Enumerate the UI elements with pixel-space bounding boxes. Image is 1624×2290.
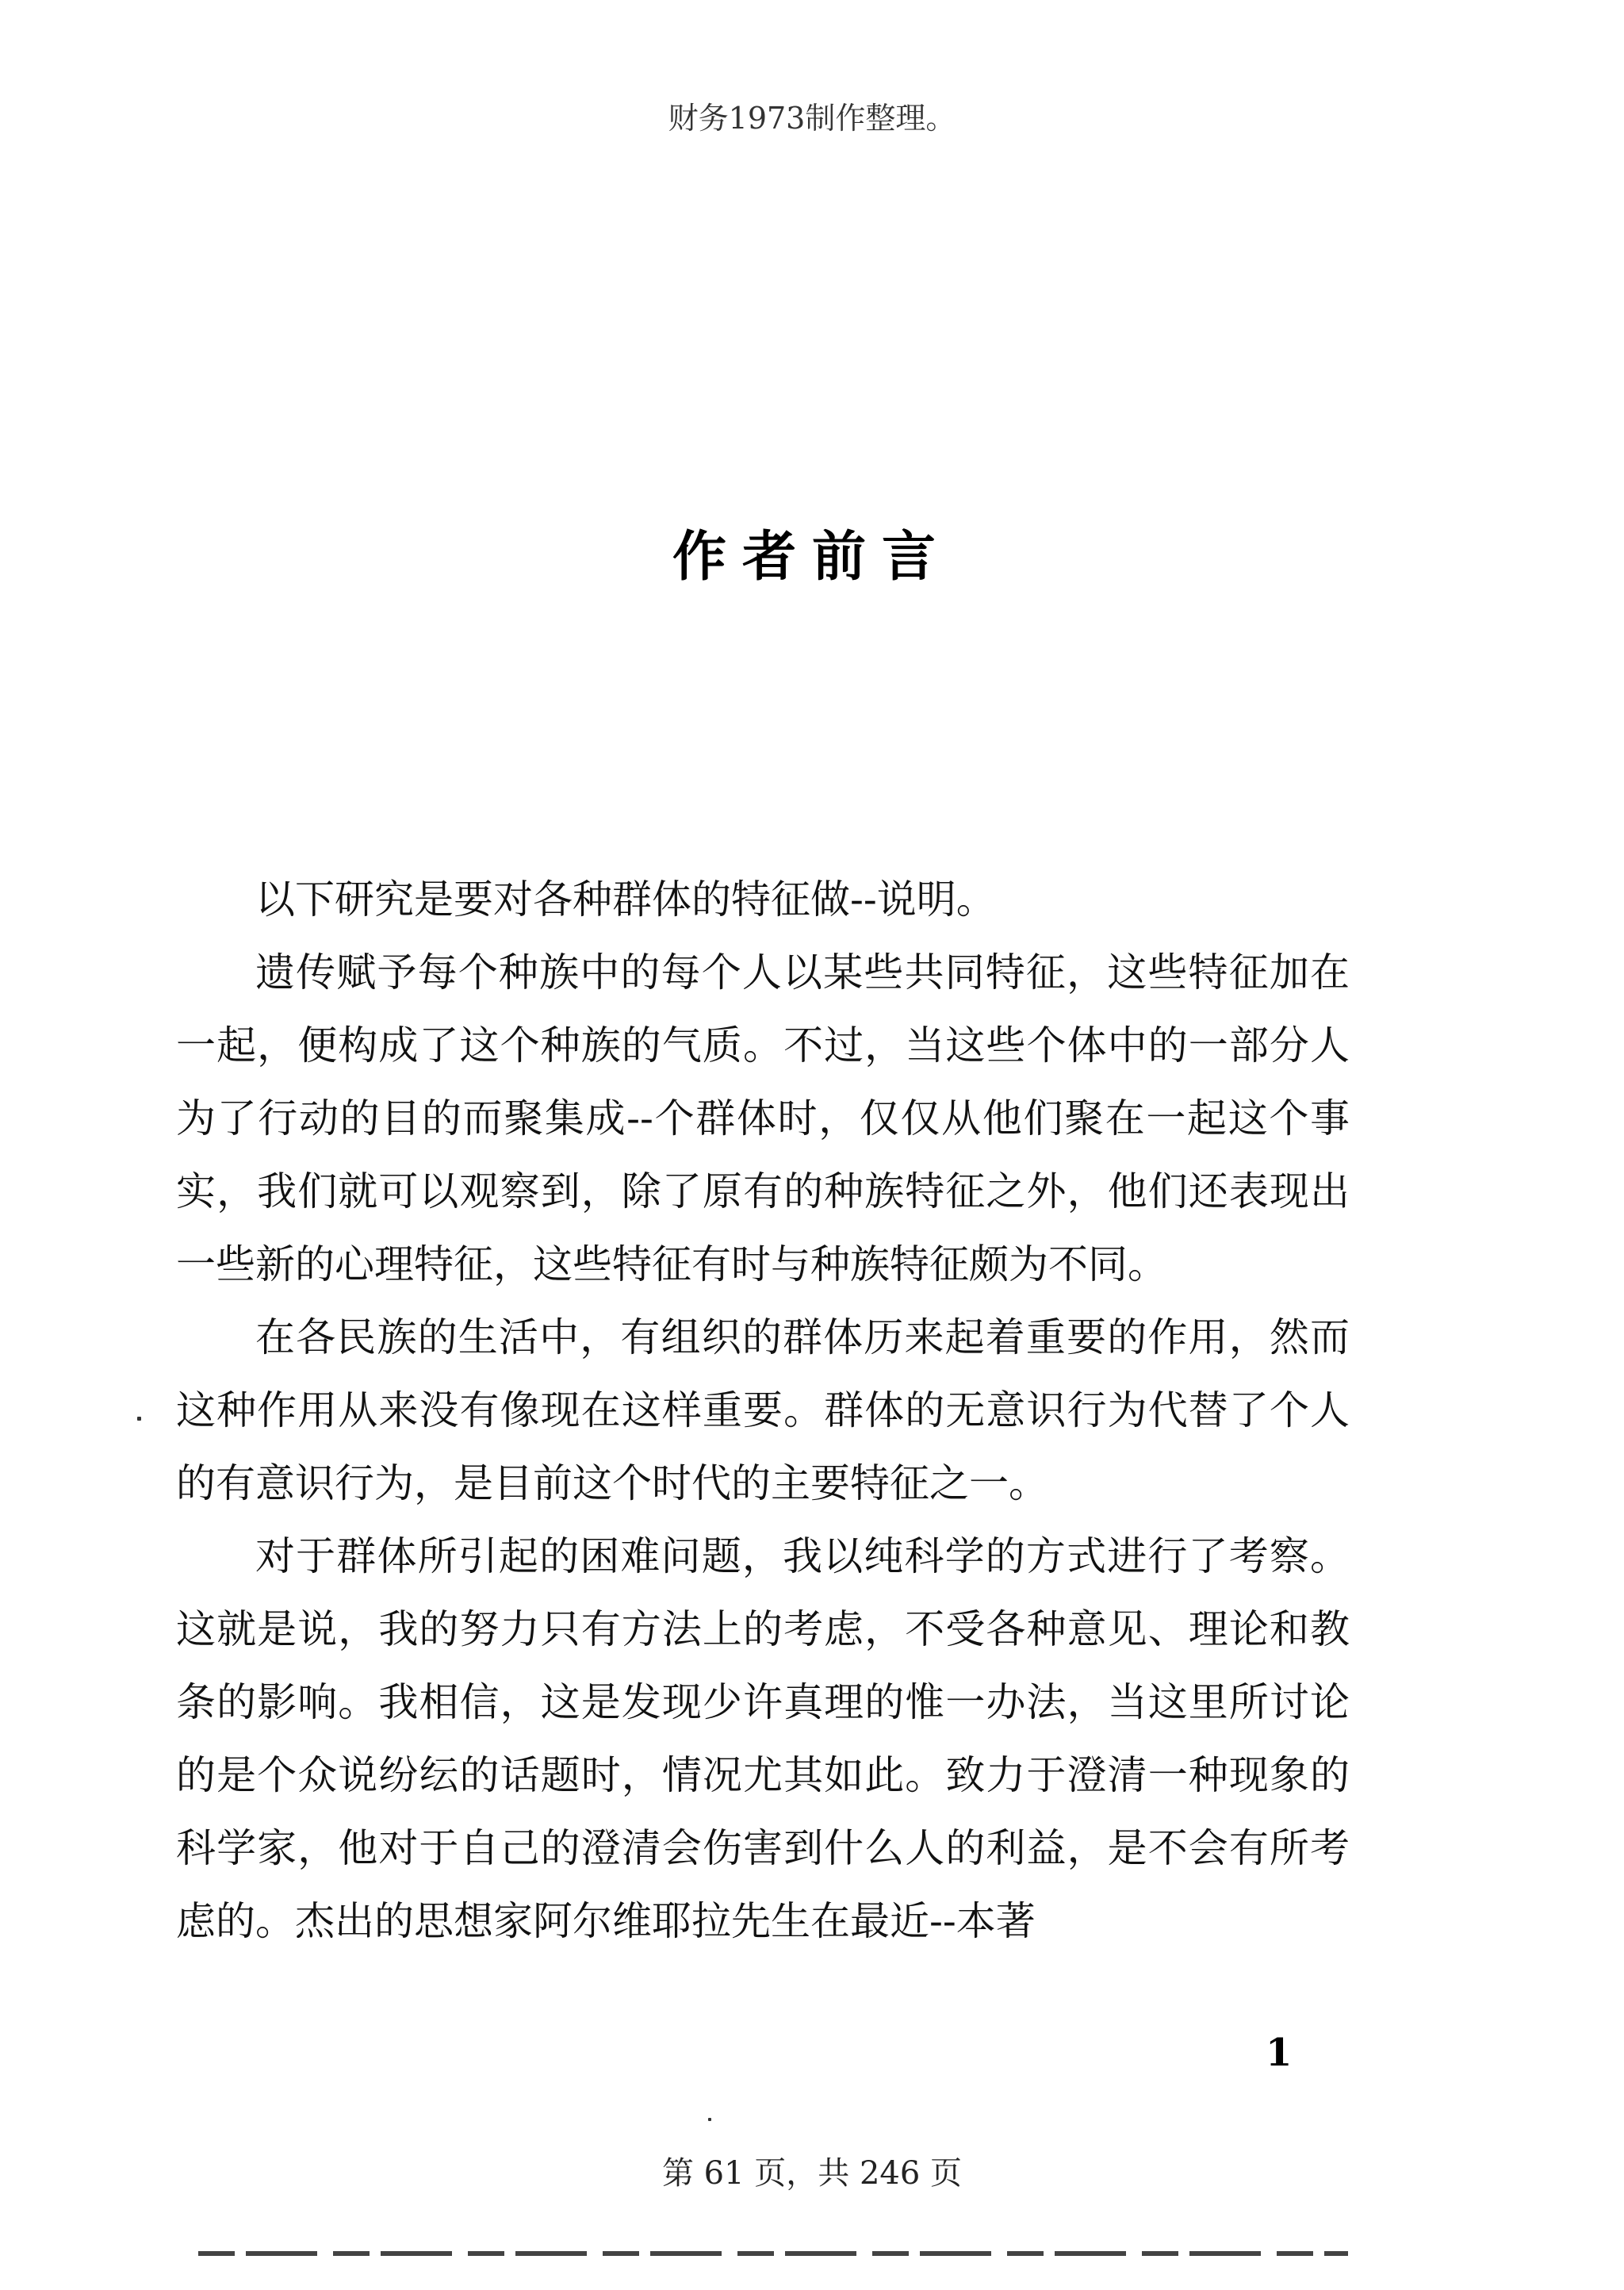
scan-artifact-line [198,2251,1348,2256]
paragraph-3: 在各民族的生活中，有组织的群体历来起着重要的作用，然而这种作用从来没有像现在这样重要。群体的无意识行为代替了个人的有意识行为，是目前这个时代的主要特征之一。 [176,1314,1350,1506]
scan-speck [708,2118,711,2121]
paragraph-4: 对于群体所引起的困难问题，我以纯科学的方式进行了考察。这就是说，我的努力只有方法上的考虑，不受各种意见、理论和教条的影响。我相信，这是发现少许真理的惟一办法，当这里所讨论的是个众说纷纭的话题时，情况尤其如此。致力于澄清一种现象的科学家，他对于自己的澄清会伤害到什么人的利益，是不会有所考虑的。杰出的思想家阿尔维耶拉先生在最近--本著 [176,1533,1350,1944]
watermark-header-note: 财务1973制作整理。 [668,101,956,136]
pdf-page-counter: 第 61 页，共 246 页 [661,2155,963,2192]
paragraph-1: 以下研究是要对各种群体的特征做--说明。 [255,876,996,923]
scan-speck [137,1417,141,1421]
paragraph-2: 遗传赋予每个种族中的每个人以某些共同特征，这些特征加在一起，便构成了这个种族的气质。不过，当这些个体中的一部分人为了行动的目的而聚集成--个群体时，仅仅从他们聚在一起这个事实，我们就可以观察到，除了原有的种族特征之外，他们还表现出一些新的心理特征，这些特征有时与种族特征颇为不同。 [176,949,1350,1287]
preface-body [176,863,1350,1958]
book-page-number: 1 [1266,2031,1293,2075]
page-title: 作者前言 [672,526,952,589]
